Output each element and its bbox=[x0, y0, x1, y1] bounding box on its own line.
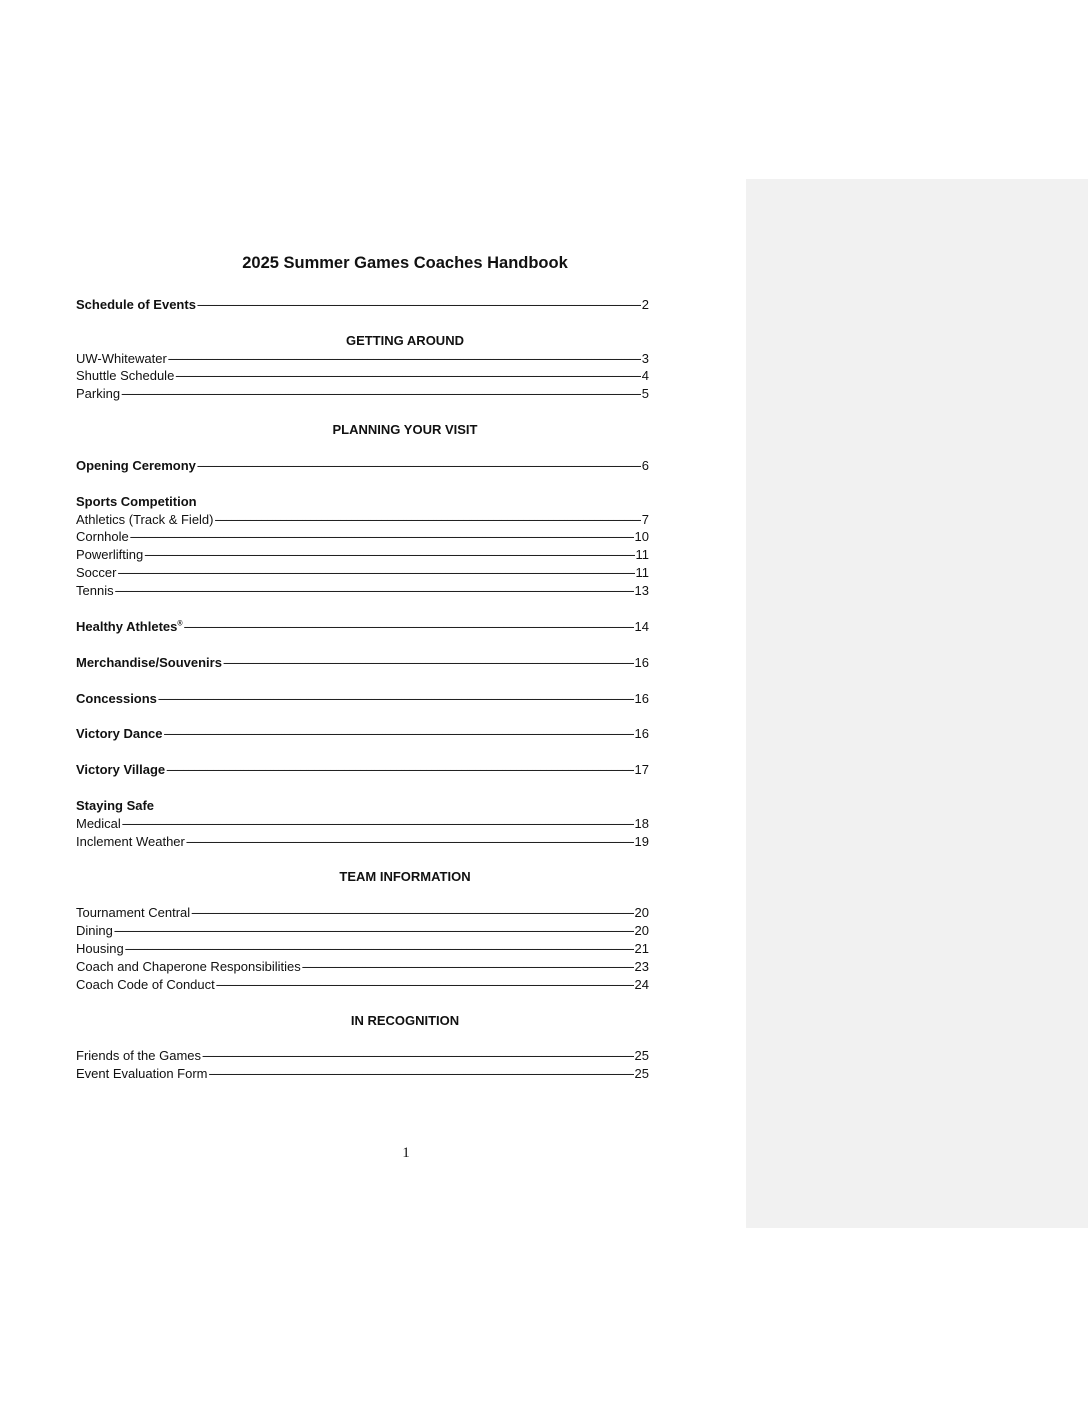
toc-entry-label: Coach and Chaperone Responsibilities bbox=[76, 958, 301, 974]
toc-entry-schedule[interactable] bbox=[76, 296, 649, 314]
toc-entry-label: Soccer bbox=[76, 565, 117, 581]
toc-page-number: 6 bbox=[641, 457, 649, 473]
toc-entry-label: Tennis bbox=[76, 583, 114, 599]
toc-entry-victory-village[interactable] bbox=[76, 761, 649, 779]
table-of-contents bbox=[76, 255, 649, 1083]
dot-leader bbox=[117, 564, 634, 582]
dot-leader bbox=[209, 1065, 634, 1083]
toc-entry[interactable] bbox=[76, 976, 649, 994]
toc-entry-label: Inclement Weather bbox=[76, 833, 185, 849]
section-heading-team-information: TEAM INFORMATION bbox=[339, 869, 471, 885]
toc-entry[interactable] bbox=[76, 904, 649, 922]
toc-entry-merchandise[interactable] bbox=[76, 654, 649, 672]
section-heading-getting-around: GETTING AROUND bbox=[346, 332, 464, 348]
toc-entry[interactable] bbox=[76, 815, 649, 833]
dot-leader bbox=[122, 815, 634, 833]
toc-entry-label: Friends of the Games bbox=[76, 1048, 201, 1064]
toc-page-number: 23 bbox=[634, 958, 649, 974]
dot-leader bbox=[215, 511, 641, 529]
toc-page-number: 24 bbox=[634, 976, 649, 992]
dot-leader bbox=[163, 725, 633, 743]
dot-leader bbox=[144, 546, 634, 564]
toc-entry[interactable] bbox=[76, 922, 649, 940]
toc-entry[interactable] bbox=[76, 367, 649, 385]
toc-page-number: 17 bbox=[634, 762, 649, 778]
toc-page-number: 10 bbox=[634, 529, 649, 545]
toc-page-number: 13 bbox=[634, 583, 649, 599]
group-label-sports: Sports Competition bbox=[76, 493, 197, 509]
toc-page-number: 16 bbox=[634, 726, 649, 742]
toc-entry[interactable] bbox=[76, 528, 649, 546]
dot-leader bbox=[223, 654, 634, 672]
toc-entry-concessions[interactable] bbox=[76, 690, 649, 708]
toc-entry-label: Housing bbox=[76, 940, 124, 956]
toc-entry-healthy-athletes[interactable] bbox=[76, 618, 649, 636]
toc-entry-label: Opening Ceremony bbox=[76, 457, 196, 473]
toc-entry-label: Dining bbox=[76, 923, 113, 939]
dot-leader bbox=[175, 367, 640, 385]
toc-entry-victory-dance[interactable] bbox=[76, 725, 649, 743]
toc-entry-label: Tournament Central bbox=[76, 905, 191, 921]
toc-entry-label: Merchandise/Souvenirs bbox=[76, 654, 222, 670]
dot-leader bbox=[115, 582, 634, 600]
toc-entry[interactable] bbox=[76, 511, 649, 529]
section-heading-planning: PLANNING YOUR VISIT bbox=[332, 422, 478, 438]
dot-leader bbox=[302, 958, 634, 976]
toc-entry[interactable] bbox=[76, 546, 649, 564]
toc-entry-label: Cornhole bbox=[76, 529, 129, 545]
registered-mark: ® bbox=[177, 620, 183, 628]
toc-page-number: 25 bbox=[634, 1066, 649, 1082]
dot-leader bbox=[197, 457, 641, 475]
toc-page-number: 20 bbox=[634, 905, 649, 921]
toc-page-number: 5 bbox=[641, 386, 649, 402]
section-heading-recognition: IN RECOGNITION bbox=[350, 1012, 460, 1028]
dot-leader bbox=[121, 385, 641, 403]
toc-entry[interactable] bbox=[76, 582, 649, 600]
toc-page-number: 21 bbox=[634, 940, 649, 956]
toc-entry[interactable] bbox=[76, 385, 649, 403]
toc-entry-label: Athletics (Track & Field) bbox=[76, 511, 214, 527]
toc-page-number: 25 bbox=[634, 1048, 649, 1064]
toc-entry-label bbox=[76, 618, 183, 636]
dot-leader bbox=[166, 761, 633, 779]
toc-entry[interactable] bbox=[76, 1047, 649, 1065]
toc-entry-label: Event Evaluation Form bbox=[76, 1066, 208, 1082]
toc-page-number: 16 bbox=[634, 690, 649, 706]
footer-page-number: 1 bbox=[402, 1145, 410, 1161]
toc-page-number: 4 bbox=[641, 368, 649, 384]
toc-entry-label: Concessions bbox=[76, 690, 157, 706]
dot-leader bbox=[158, 690, 634, 708]
toc-entry[interactable] bbox=[76, 1065, 649, 1083]
dot-leader bbox=[130, 528, 634, 546]
toc-page-number: 18 bbox=[634, 815, 649, 831]
toc-entry-label: Medical bbox=[76, 815, 121, 831]
toc-page-number: 11 bbox=[635, 565, 649, 581]
toc-page-number: 20 bbox=[634, 923, 649, 939]
toc-entry-opening-ceremony[interactable] bbox=[76, 457, 649, 475]
dot-leader bbox=[125, 940, 634, 958]
dot-leader bbox=[216, 976, 634, 994]
dot-leader bbox=[114, 922, 634, 940]
comment-margin-pane bbox=[746, 179, 1088, 1228]
toc-page-number: 2 bbox=[641, 296, 649, 312]
dot-leader bbox=[197, 296, 641, 314]
toc-page-number: 11 bbox=[635, 547, 649, 563]
toc-page-number: 7 bbox=[641, 511, 649, 527]
toc-entry-label: Coach Code of Conduct bbox=[76, 976, 215, 992]
toc-page-number: 14 bbox=[634, 618, 649, 634]
toc-entry-label: Victory Dance bbox=[76, 726, 163, 742]
toc-page-number: 3 bbox=[641, 350, 649, 366]
toc-entry[interactable] bbox=[76, 833, 649, 851]
toc-entry-label: Shuttle Schedule bbox=[76, 368, 175, 384]
toc-entry[interactable] bbox=[76, 564, 649, 582]
toc-entry-label: Schedule of Events bbox=[76, 296, 196, 312]
dot-leader bbox=[186, 833, 634, 851]
toc-entry-label: Powerlifting bbox=[76, 547, 144, 563]
document-title: 2025 Summer Games Coaches Handbook bbox=[242, 254, 568, 272]
dot-leader bbox=[202, 1047, 634, 1065]
toc-entry[interactable] bbox=[76, 958, 649, 976]
dot-leader bbox=[184, 618, 634, 636]
toc-entry[interactable] bbox=[76, 350, 649, 368]
toc-entry-label: Victory Village bbox=[76, 762, 166, 778]
toc-entry-label: Parking bbox=[76, 386, 121, 402]
toc-entry-label-text: Healthy Athletes bbox=[76, 618, 178, 634]
dot-leader bbox=[191, 904, 633, 922]
dot-leader bbox=[168, 350, 641, 368]
toc-entry[interactable] bbox=[76, 940, 649, 958]
toc-page-number: 16 bbox=[634, 654, 649, 670]
group-label-staying-safe: Staying Safe bbox=[76, 797, 155, 813]
toc-entry-label: UW-Whitewater bbox=[76, 350, 167, 366]
toc-page-number: 19 bbox=[634, 833, 649, 849]
